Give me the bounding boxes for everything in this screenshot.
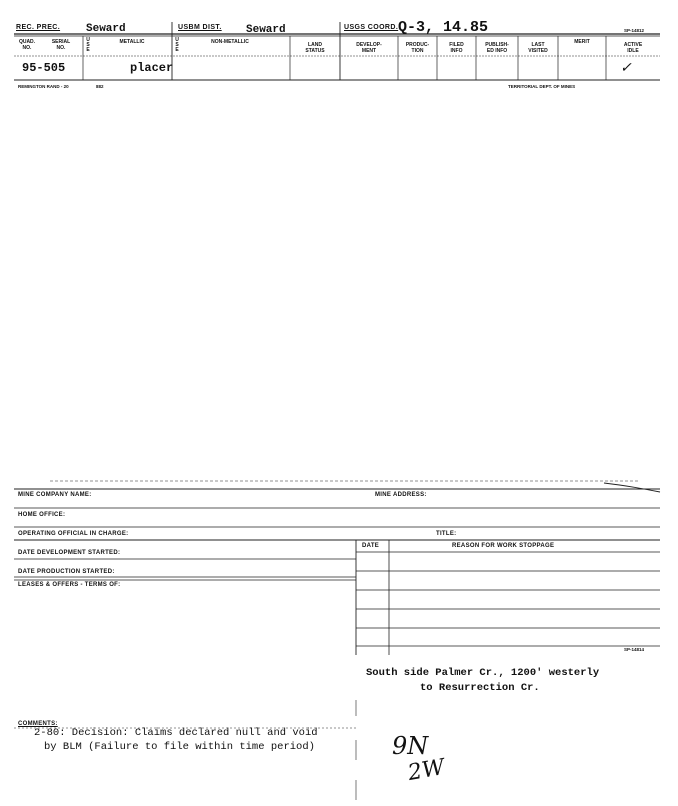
date-production-label: DATE PRODUCTION STARTED: xyxy=(18,569,115,575)
form-code: SP-14812 xyxy=(624,28,645,33)
usgs-coord-value: Q-3, 14.85 xyxy=(398,19,489,36)
col-production: PRODUC- TION xyxy=(405,42,430,54)
col-land-status: LAND STATUS xyxy=(305,42,325,54)
stoppage-date-header: DATE xyxy=(362,543,380,549)
stoppage-reason-header: REASON FOR WORK STOPPAGE xyxy=(452,543,555,549)
title-label: TITLE: xyxy=(436,531,457,537)
leases-label: LEASES & OFFERS - TERMS OF: xyxy=(18,582,121,588)
col-non-metallic: NON-METALLIC xyxy=(211,39,249,45)
col-last-visited: LAST VISITED xyxy=(528,42,548,54)
comments-line-2: by BLM (Failure to file within time period) xyxy=(44,741,315,753)
col-metallic: METALLIC xyxy=(119,39,145,45)
usbm-dist-value: Seward xyxy=(246,24,286,36)
active-idle-mark: ✓ xyxy=(620,60,632,76)
location-line-1: South side Palmer Cr., 1200' westerly xyxy=(366,667,600,679)
col-active-idle: ACTIVE IDLE xyxy=(623,42,643,54)
quad-serial-value: 95-505 xyxy=(22,61,66,75)
col-development: DEVELOP- MENT xyxy=(356,42,382,54)
rec-prec-label: REC. PREC. xyxy=(16,24,61,31)
comments-label: COMMENTS: xyxy=(18,721,58,727)
location-line-2: to Resurrection Cr. xyxy=(420,682,540,694)
operating-official-label: OPERATING OFFICIAL IN CHARGE: xyxy=(18,531,129,537)
col-published-info: PUBLISH- ED INFO xyxy=(485,42,509,54)
col-use-metallic: U S E xyxy=(86,37,90,53)
col-filed-info: FILED INFO xyxy=(449,42,464,54)
department-label: TERRITORIAL DEPT. OF MINES xyxy=(508,84,576,89)
handwritten-mark-2: 2W xyxy=(406,755,447,786)
col-merit: MERIT xyxy=(574,39,590,45)
col-use-nonmetallic: U S E xyxy=(175,37,179,53)
metallic-value: placer xyxy=(130,61,174,75)
col-serial-no: SERIAL NO. xyxy=(51,39,71,51)
usgs-coord-label: USGS COORD. xyxy=(344,24,399,31)
mine-company-name-label: MINE COMPANY NAME: xyxy=(18,492,92,498)
mine-address-label: MINE ADDRESS: xyxy=(375,492,427,498)
lower-form-code: SP-14814 xyxy=(624,647,645,652)
rec-prec-value: Seward xyxy=(86,23,126,35)
comments-line-1: 2-80: Decision: Claims declared null and void xyxy=(34,727,318,739)
col-quad-no: QUAD. NO. xyxy=(18,39,36,51)
usbm-dist-label: USBM DIST. xyxy=(178,24,222,31)
printer-code: 882 xyxy=(96,84,104,89)
handwritten-mark-1: 9N xyxy=(392,732,429,760)
home-office-label: HOME OFFICE: xyxy=(18,512,66,518)
printer-label: REMINGTON RAND - 20 xyxy=(18,84,69,89)
date-development-label: DATE DEVELOPMENT STARTED: xyxy=(18,550,121,556)
